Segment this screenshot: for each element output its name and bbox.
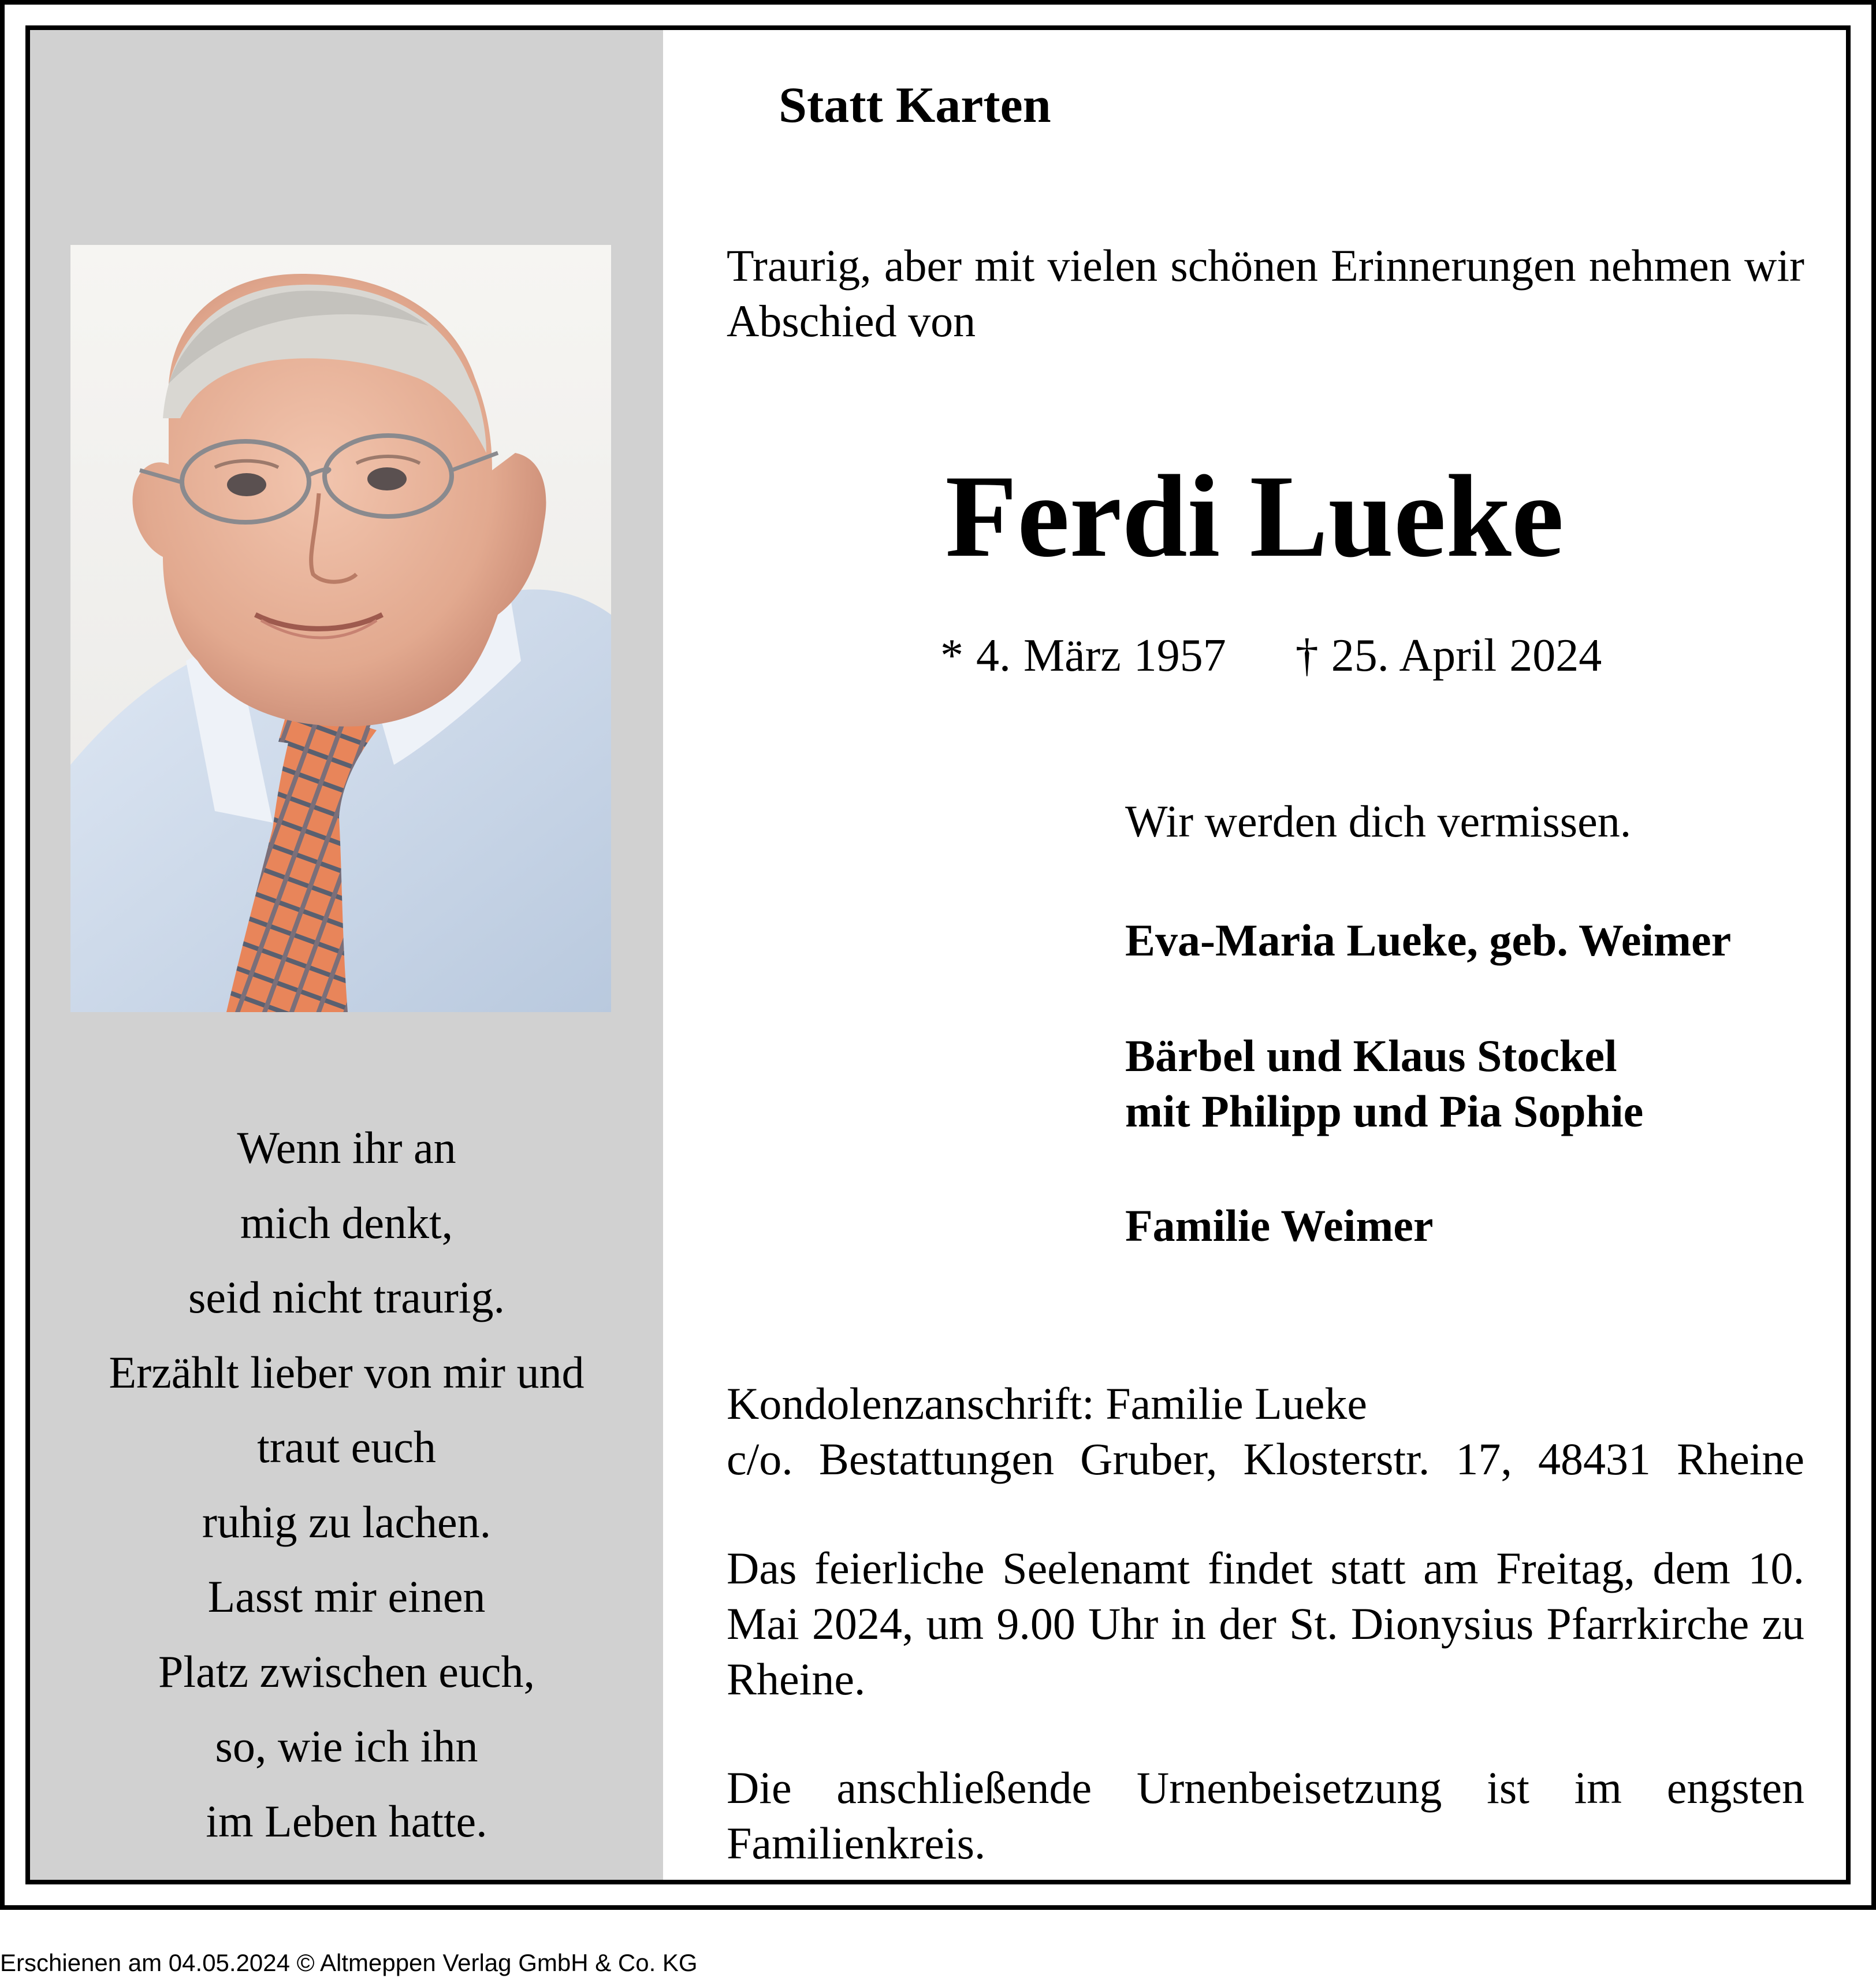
- poem-line: so, wie ich ihn: [215, 1721, 478, 1771]
- poem-line: Lasst mir einen: [207, 1571, 486, 1622]
- condolence-address: [727, 1376, 1804, 1487]
- mourner-name: Familie Weimer: [1125, 1200, 1434, 1251]
- poem-line: traut euch: [257, 1422, 436, 1472]
- death-date: † 25. April 2024: [1295, 630, 1602, 681]
- poem: [30, 1110, 663, 1858]
- life-dates: [940, 630, 1602, 682]
- portrait-illustration: [70, 245, 611, 1012]
- notice-frame: [25, 25, 1851, 1884]
- mourners-block: [1125, 794, 1731, 1254]
- mourner-name: mit Philipp und Pia Sophie: [1125, 1086, 1644, 1136]
- mass-info: Das feierliche Seelenamt findet statt am Freitag, dem 10. Mai 2024, um 9.00 Uhr in der St. Dionysius Pfarrkirche zu Rheine.: [727, 1543, 1804, 1704]
- intro-text: Traurig, aber mit vielen schönen Erinnerungen nehmen wir Abschied von: [727, 240, 1804, 346]
- poem-line: Wenn ihr an: [237, 1122, 456, 1173]
- farewell-line: Wir werden dich vermissen.: [1125, 796, 1632, 846]
- birth-date: * 4. März 1957: [940, 630, 1226, 681]
- notice-content: [663, 30, 1846, 1880]
- poem-line: mich denkt,: [240, 1197, 453, 1248]
- burial-info: Die anschließende Urnenbeisetzung ist im engsten Familienkreis.: [727, 1763, 1804, 1868]
- publication-footer: Erschienen am 04.05.2024 © Altmeppen Verlag GmbH & Co. KG: [0, 1949, 698, 1976]
- deceased-name: Ferdi Lueke: [945, 451, 1564, 582]
- condolence-line: Kondolenzanschrift: Familie Lueke: [727, 1378, 1367, 1429]
- mourner-name: Eva-Maria Lueke, geb. Weimer: [1125, 915, 1732, 965]
- notice-heading: Statt Karten: [779, 77, 1051, 133]
- sidebar: [30, 30, 663, 1880]
- poem-line: Erzählt lieber von mir und: [109, 1347, 585, 1397]
- poem-line: seid nicht traurig.: [188, 1272, 505, 1322]
- poem-line: ruhig zu lachen.: [202, 1496, 492, 1547]
- poem-line: im Leben hatte.: [206, 1795, 487, 1846]
- poem-line: Platz zwischen euch,: [158, 1646, 535, 1697]
- mourner-name: Bärbel und Klaus Stockel: [1125, 1031, 1617, 1081]
- condolence-line: c/o. Bestattungen Gruber, Klosterstr. 17, 48431 Rheine: [727, 1434, 1804, 1484]
- portrait-photo: [70, 245, 611, 1012]
